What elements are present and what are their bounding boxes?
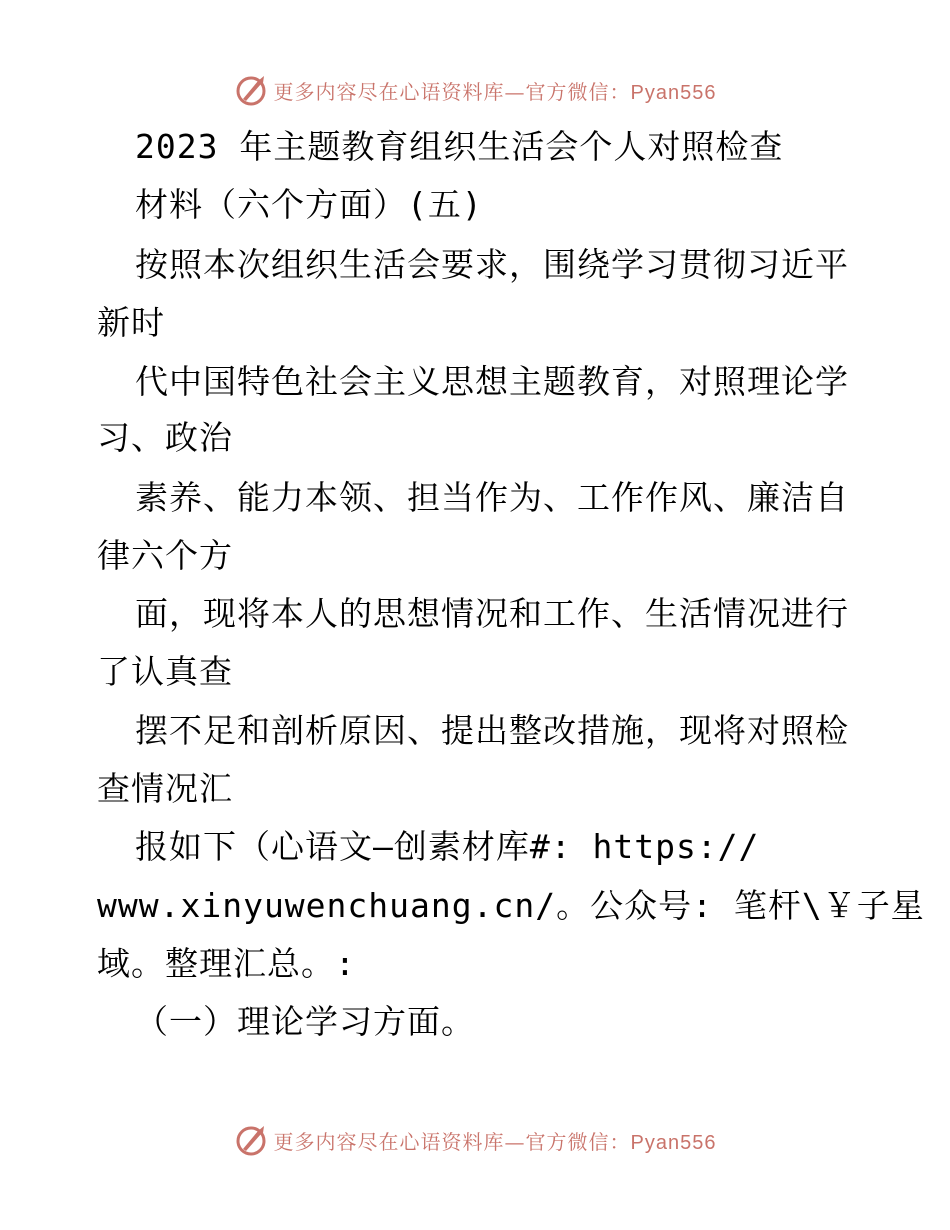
quill-logo-icon — [234, 73, 268, 107]
title-line-2: 材料（六个方面）(五) — [135, 185, 483, 224]
paragraph-line: www.xinyuwenchuang.cn/。公众号: 笔杆\￥子星 — [97, 886, 925, 925]
footer-watermark — [0, 1120, 950, 1160]
paragraph-line: 习、政治 — [97, 418, 233, 457]
paragraph-line: 新时 — [97, 303, 165, 342]
paragraph-line: 面，现将本人的思想情况和工作、生活情况进行 — [135, 594, 849, 633]
paragraph-line: 按照本次组织生活会要求，围绕学习贯彻习近平 — [135, 245, 849, 284]
paragraph-line: 摆不足和剖析原因、提出整改措施，现将对照检 — [135, 711, 849, 750]
paragraph-line: 律六个方 — [97, 536, 233, 575]
paragraph-line: 查情况汇 — [97, 769, 233, 808]
quill-logo-icon — [234, 1123, 268, 1157]
watermark-text: 更多内容尽在心语资料库—官方微信：Pyan556 — [273, 1129, 717, 1154]
watermark-text: 更多内容尽在心语资料库—官方微信：Pyan556 — [273, 79, 717, 104]
header-watermark — [0, 70, 950, 110]
paragraph-line: 代中国特色社会主义思想主题教育，对照理论学 — [135, 362, 849, 401]
paragraph-line: 素养、能力本领、担当作为、工作作风、廉洁自 — [135, 478, 849, 517]
section-heading: （一）理论学习方面。 — [135, 1002, 475, 1041]
paragraph-line: 域。整理汇总。: — [97, 944, 356, 983]
title-line-1: 2023 年主题教育组织生活会个人对照检查 — [135, 127, 784, 166]
paragraph-line: 报如下（心语文—创素材库#: https:// — [135, 827, 760, 866]
paragraph-line: 了认真查 — [97, 652, 233, 691]
